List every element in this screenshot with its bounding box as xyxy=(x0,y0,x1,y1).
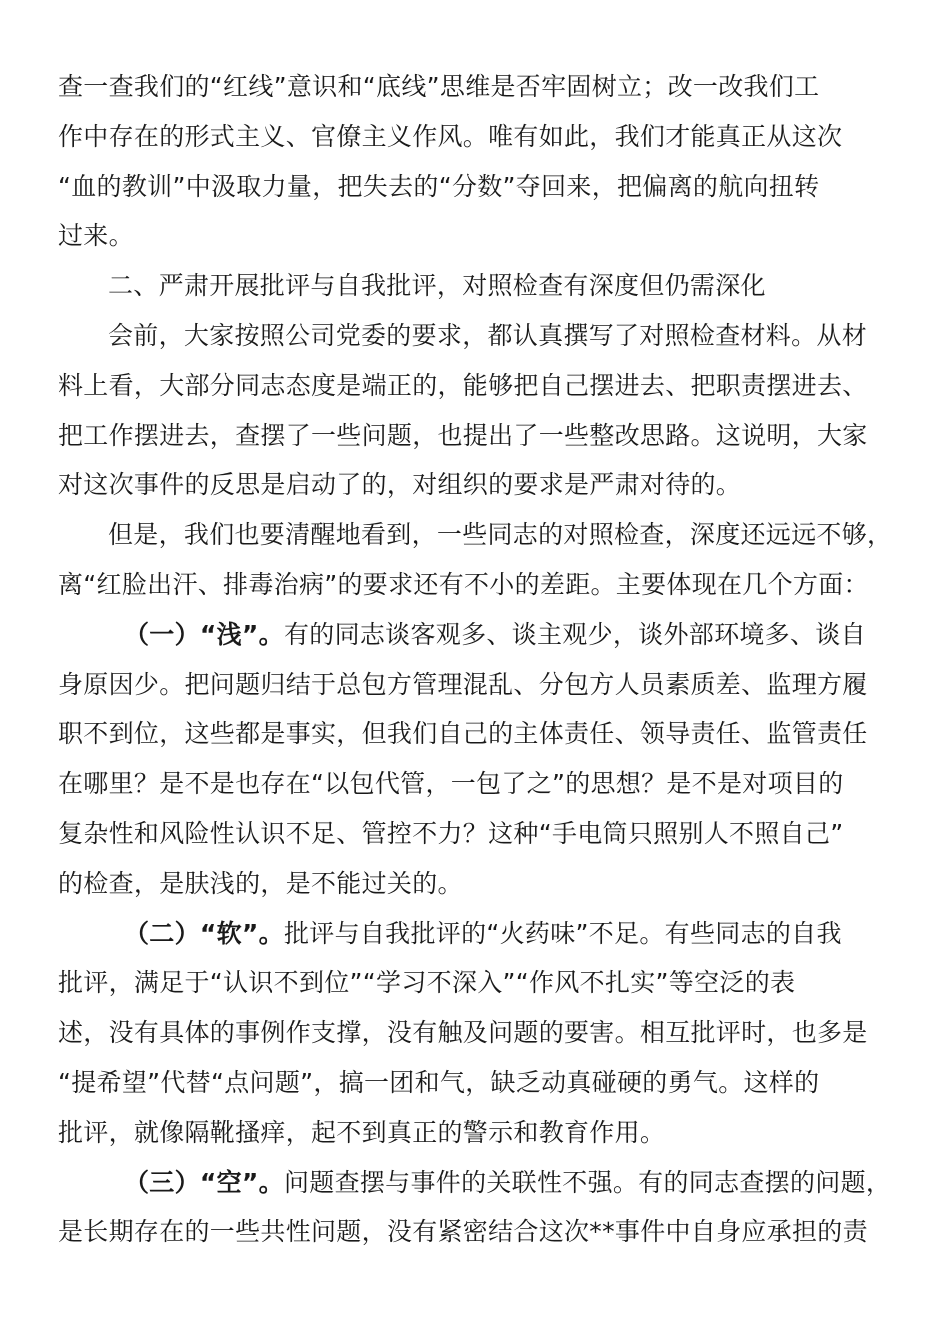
paragraph-line: 的检查，是肤浅的，是不能过关的。 xyxy=(58,868,463,898)
paragraph-line: 批评，满足于“认识不到位”“学习不深入”“作风不扎实”等空泛的表 xyxy=(58,968,796,998)
paragraph-line: 过来。 xyxy=(58,221,134,251)
paragraph-line: 作中存在的形式主义、官僚主义作风。唯有如此，我们才能真正从这次 xyxy=(58,121,843,151)
paragraph-text: 有的同志谈客观多、谈主观少，谈外部环境多、谈自 xyxy=(283,619,866,649)
paragraph-line: 但是，我们也要清醒地看到，一些同志的对照检查，深度还远远不够， xyxy=(108,520,892,550)
paragraph-line: 述，没有具体的事例作支撑，没有触及问题的要害。相互批评时，也多是 xyxy=(58,1018,868,1048)
paragraph-line: 查一查我们的“红线”意识和“底线”思维是否牢固树立；改一改我们工 xyxy=(58,72,820,101)
subsection-line xyxy=(58,610,892,660)
paragraph-line: 复杂性和风险性认识不足、管控不力？这种“手电筒只照别人不照自己” xyxy=(58,818,844,848)
subsection-heading-soft: （二）“软”。 xyxy=(124,918,284,948)
paragraph-line: 离“红脸出汗、排毒治病”的要求还有不小的差距。主要体现在几个方面： xyxy=(58,569,869,599)
paragraph-line: 批评，就像隔靴搔痒，起不到真正的警示和教育作用。 xyxy=(58,1117,666,1147)
document-page xyxy=(58,62,892,1257)
paragraph-line: “提希望”代替“点问题”，搞一团和气，缺乏动真碰硬的勇气。这样的 xyxy=(58,1067,820,1097)
paragraph-line: 是长期存在的一些共性问题，没有紧密结合这次**事件中自身应承担的责 xyxy=(58,1217,868,1247)
subsection-line xyxy=(58,909,892,959)
paragraph-line: 对这次事件的反思是启动了的，对组织的要求是严肃对待的。 xyxy=(58,470,742,500)
paragraph-text: 问题查摆与事件的关联性不强。有的同志查摆的问题， xyxy=(283,1167,892,1197)
paragraph-line: 在哪里？是不是也存在“以包代管，一包了之”的思想？是不是对项目的 xyxy=(58,769,844,799)
paragraph-line: 职不到位，这些都是事实，但我们自己的主体责任、领导责任、监管责任 xyxy=(58,719,868,749)
paragraph-line: 料上看，大部分同志态度是端正的，能够把自己摆进去、把职责摆进去、 xyxy=(58,370,868,400)
subsection-line xyxy=(58,1158,892,1208)
paragraph-text: 批评与自我批评的“火药味”不足。有些同志的自我 xyxy=(283,918,842,948)
paragraph-line: “血的教训”中汲取力量，把失去的“分数”夺回来，把偏离的航向扭转 xyxy=(58,171,820,201)
paragraph-line: 身原因少。把问题归结于总包方管理混乱、分包方人员素质差、监理方履 xyxy=(58,669,868,699)
subsection-heading-shallow: （一）“浅”。 xyxy=(124,619,284,649)
section-heading: 二、严肃开展批评与自我批评，对照检查有深度但仍需深化 xyxy=(108,271,766,301)
subsection-heading-empty: （三）“空”。 xyxy=(124,1167,284,1197)
paragraph-line: 把工作摆进去，查摆了一些问题，也提出了一些整改思路。这说明，大家 xyxy=(58,420,868,450)
paragraph-line: 会前，大家按照公司党委的要求，都认真撰写了对照检查材料。从材 xyxy=(108,320,868,350)
